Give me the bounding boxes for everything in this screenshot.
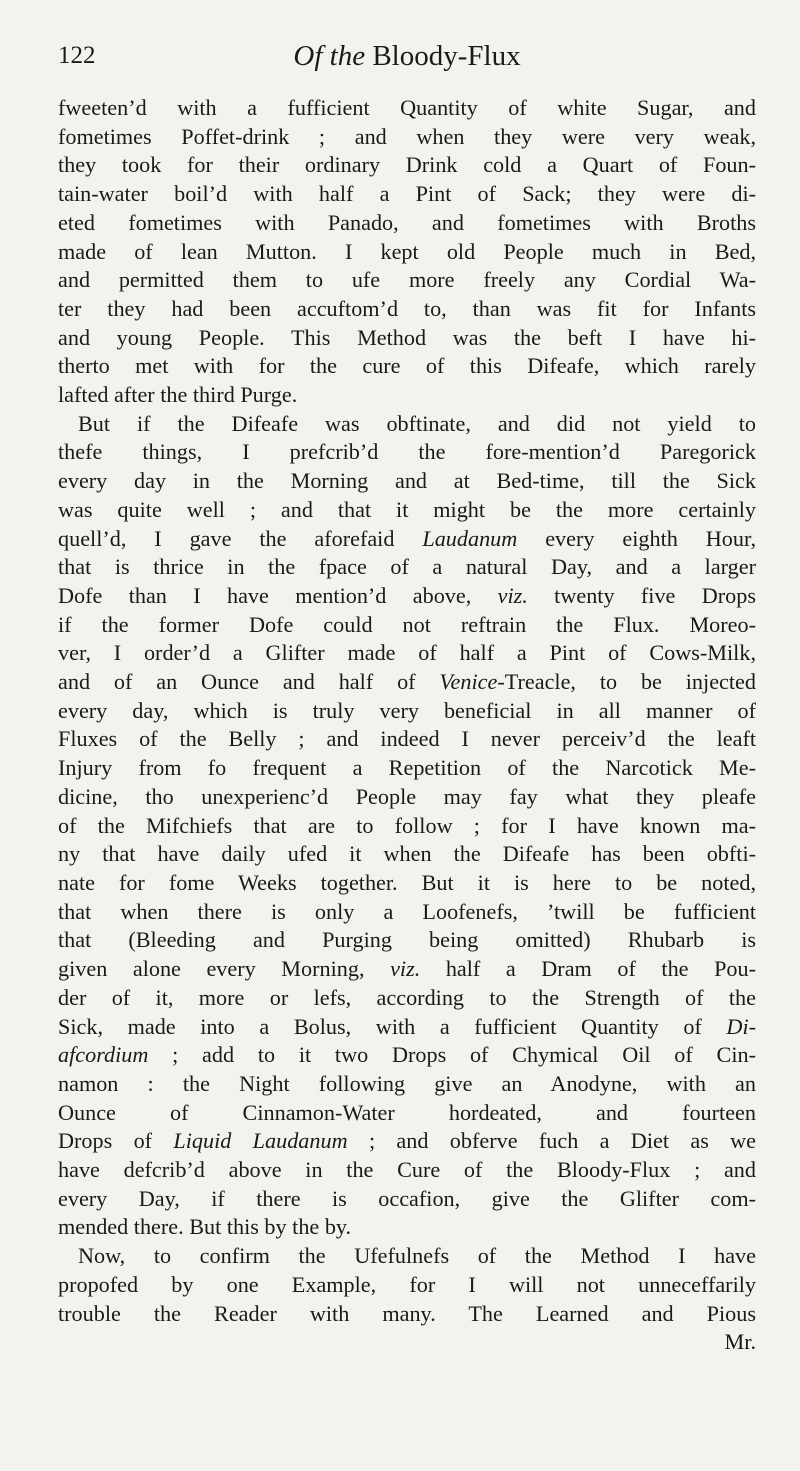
text-line (58, 955, 756, 984)
text-segment: therto met with for the cure of this Difeafe, which rarely (58, 353, 756, 379)
text-segment: fometimes Poffet-drink ; and when they were very weak, (58, 123, 756, 149)
text-line (58, 1070, 756, 1099)
text-line (58, 783, 756, 812)
body-text (58, 94, 756, 1357)
text-line (58, 553, 756, 582)
text-segment: dicine, tho unexperienc’d People may fay what they pleafe (58, 783, 756, 809)
text-segment: made of lean Mutton. I kept old People much in Bed, (58, 238, 756, 264)
text-segment: Sick, made into a Bolus, with a fufficient Quantity of (58, 1013, 727, 1039)
text-segment: quell’d, I gave the aforefaid (58, 525, 423, 551)
text-segment: ; and obferve fuch a Diet as we (347, 1128, 757, 1154)
text-line (58, 898, 756, 927)
text-segment: -Treacle, to be injected (497, 669, 756, 695)
text-line (58, 1013, 756, 1042)
text-segment: that (Bleeding and Purging being omitted) Rhubarb is (58, 927, 756, 953)
text-segment: given alone every Morning, (58, 956, 391, 982)
text-segment: tain-water boil’d with half a Pint of Sack; they were di- (58, 181, 756, 207)
text-segment: ver, I order’d a Glifter made of half a Pint of Cows-Milk, (58, 640, 756, 666)
text-line (58, 1127, 756, 1156)
text-segment: and young People. This Method was the beft I have hi- (58, 324, 756, 350)
text-segment: Fluxes of the Belly ; and indeed I never perceiv’d the leaft (58, 726, 756, 752)
text-segment: thefe things, I prefcrib’d the fore-mention’d Paregorick (58, 439, 756, 465)
text-line (58, 639, 756, 668)
text-line (58, 697, 756, 726)
text-line (58, 840, 756, 869)
text-segment: every day in the Morning and at Bed-time, till the Sick (58, 468, 756, 494)
text-segment: Drops of (58, 1128, 174, 1154)
text-line (58, 266, 756, 295)
text-segment: nate for fome Weeks together. But it is here to be noted, (58, 869, 756, 895)
text-line (58, 1185, 756, 1214)
running-title (58, 40, 756, 73)
text-line (58, 1300, 756, 1329)
text-segment: ter they had been accuftom’d to, than was fit for Infants (58, 295, 756, 321)
text-segment: every day, which is truly very beneficial in all manner of (58, 697, 756, 723)
text-segment: Mr. (724, 1329, 756, 1355)
text-line (58, 467, 756, 496)
text-line (58, 238, 756, 267)
text-segment: twenty five Drops (527, 582, 756, 608)
text-line (58, 438, 756, 467)
text-line (58, 1213, 756, 1242)
text-line (58, 984, 756, 1013)
text-line (58, 180, 756, 209)
text-segment: and of an Ounce and half of (58, 669, 440, 695)
text-segment: ; add to it two Drops of Chymical Oil of Cin- (148, 1042, 756, 1068)
text-line (58, 151, 756, 180)
text-segment: lafted after the third Purge. (58, 382, 298, 408)
text-line (58, 869, 756, 898)
text-segment: half a Dram of the Pou- (420, 956, 756, 982)
text-line (58, 209, 756, 238)
text-segment: and permitted them to ufe more freely any Cordial Wa- (58, 267, 756, 293)
text-segment: But if the Difeafe was obftinate, and did not yield to (77, 410, 756, 436)
running-title-italic: Of the (293, 40, 366, 72)
text-line (58, 668, 756, 697)
text-segment: every Day, if there is occafion, give the Glifter com- (58, 1185, 756, 1211)
text-segment: Now, to confirm the Ufefulnefs of the Method I have (77, 1243, 756, 1269)
text-segment: fweeten’d with a fufficient Quantity of white Sugar, and (58, 95, 756, 120)
text-line (58, 352, 756, 381)
italic-text: Laudanum (422, 525, 518, 551)
text-line (58, 295, 756, 324)
text-segment: they took for their ordinary Drink cold a Quart of Foun- (58, 152, 756, 178)
text-segment: propofed by one Example, for I will not unneceffarily (58, 1271, 756, 1297)
text-line (58, 94, 756, 123)
text-line (58, 1041, 756, 1070)
text-segment: if the former Dofe could not reftrain the Flux. Moreo- (58, 611, 756, 637)
text-line (58, 1099, 756, 1128)
running-head (58, 40, 756, 86)
text-line (58, 1328, 756, 1357)
text-segment: mended there. But this by the by. (58, 1214, 352, 1240)
text-segment: have defcrib’d above in the Cure of the Bloody-Flux ; and (58, 1157, 756, 1183)
italic-text: Di- (726, 1013, 756, 1039)
text-segment: namon : the Night following give an Anodyne, with an (58, 1070, 756, 1096)
text-line (58, 1271, 756, 1300)
text-segment: that is thrice in the fpace of a natural Day, and a larger (58, 554, 756, 580)
text-segment: trouble the Reader with many. The Learned and Pious (58, 1300, 756, 1326)
text-line (58, 582, 756, 611)
text-line (58, 926, 756, 955)
text-line (58, 725, 756, 754)
italic-text: Venice (439, 669, 498, 695)
text-segment: eted fometimes with Panado, and fometimes with Broths (58, 209, 756, 235)
text-line (58, 123, 756, 152)
running-title-roman: Bloody-Flux (372, 40, 521, 72)
italic-text: Liquid Laudanum (173, 1128, 348, 1154)
text-line (58, 525, 756, 554)
text-line (58, 812, 756, 841)
text-segment: Injury from fo frequent a Repetition of the Narcotick Me- (58, 755, 756, 781)
text-segment: of the Mifchiefs that are to follow ; for I have known ma- (58, 812, 756, 838)
text-line (58, 1242, 756, 1271)
text-segment: Ounce of Cinnamon-Water hordeated, and fourteen (58, 1099, 756, 1125)
text-line (58, 324, 756, 353)
italic-text: afcordium (58, 1042, 149, 1068)
italic-text: viz. (390, 956, 421, 982)
text-segment: every eighth Hour, (517, 525, 756, 551)
text-line (58, 611, 756, 640)
page-number: 122 (58, 42, 96, 69)
text-line (58, 754, 756, 783)
text-segment: was quite well ; and that it might be the more certainly (58, 496, 756, 522)
text-segment: der of it, more or lefs, according to the Strength of the (58, 984, 756, 1010)
text-line (58, 1156, 756, 1185)
text-segment: ny that have daily ufed it when the Difeafe has been obfti- (58, 841, 756, 867)
italic-text: viz. (497, 582, 528, 608)
text-segment: Dofe than I have mention’d above, (58, 582, 498, 608)
text-line (58, 410, 756, 439)
text-line (58, 496, 756, 525)
text-line (58, 381, 756, 410)
text-segment: that when there is only a Loofenefs, ’twill be fufficient (58, 898, 756, 924)
